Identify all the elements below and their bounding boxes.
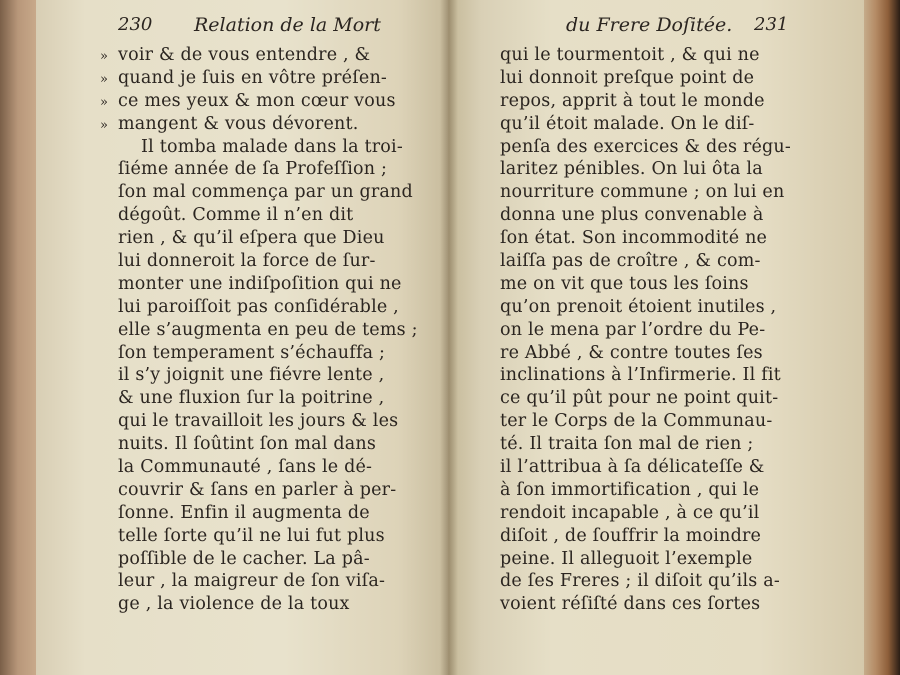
text-line: ce qu’il pût pour ne point quit- (500, 388, 779, 409)
line-text: elle s’augmenta en peu de tems ; (118, 319, 418, 340)
line-text: il s’y joignit une fiévre lente , (118, 365, 385, 386)
text-line (118, 570, 458, 593)
line-text: lui donneroit la force de ſur- (118, 251, 376, 272)
text-line (100, 113, 458, 136)
right-page-number: 231 (754, 14, 789, 35)
text-line (100, 67, 458, 90)
right-running-head: du Frere Doſitée. (566, 14, 733, 36)
quotation-mark: » (100, 117, 109, 133)
text-line: qui le tourmentoit , & qui ne (500, 45, 760, 65)
left-page (36, 0, 448, 675)
book-cover-edge (860, 0, 900, 675)
text-line: lui donnoit preſque point de (500, 67, 755, 88)
left-running-head: Relation de la Mort (194, 14, 381, 36)
text-line: repos, apprit à tout le monde (500, 90, 765, 111)
text-line (118, 548, 458, 571)
line-text: ge , la violence de la toux (118, 594, 350, 615)
text-line: de ſes Freres ; il diſoit qu’ils a- (500, 571, 780, 592)
line-text: leur , la maigreur de ſon viſa- (118, 571, 386, 592)
line-text: ſiéme année de ſa Profeſſion ; (118, 159, 388, 180)
text-line: laiſſa pas de croître , & com- (500, 251, 761, 272)
text-line (118, 502, 458, 525)
text-line (118, 273, 458, 296)
line-text: ſon mal commença par un grand (118, 182, 413, 203)
text-line: rendoit incapable , à ce qu’il (500, 502, 760, 523)
text-line: inclinations à l’Infirmerie. Il fit (500, 365, 781, 386)
text-line (118, 525, 458, 548)
text-line (118, 296, 458, 319)
line-text: ſon temperament s’échauffa ; (118, 342, 386, 363)
line-text: lui paroiſſoit pas conſidérable , (118, 296, 399, 317)
text-line: voient réſiſté dans ces ſortes (500, 594, 761, 615)
line-text: telle ſorte qu’il ne lui fut plus (118, 525, 385, 546)
line-text: quand je ſuis en vôtre préſen- (118, 67, 388, 88)
right-page (448, 0, 864, 675)
line-text: voir & de vous entendre , & (118, 45, 371, 65)
line-text: ſonne. Enfin il augmenta de (118, 502, 370, 523)
line-text: monter une indiſpoſition qui ne (118, 273, 402, 294)
text-line: ter le Corps de la Communau- (500, 411, 773, 432)
text-line (118, 456, 458, 479)
book-gutter (440, 0, 458, 675)
left-page-number: 230 (118, 14, 153, 35)
text-line (100, 44, 458, 67)
text-line (118, 387, 458, 410)
text-line: té. Il traita ſon mal de rien ; (500, 434, 754, 455)
line-text: dégoût. Comme il n’en dit (118, 205, 354, 226)
line-text: qui le travailloit les jours & les (118, 411, 399, 432)
text-line: donna une plus convenable à (500, 205, 764, 226)
text-line: à ſon immortification , qui le (500, 479, 760, 500)
text-line (118, 204, 458, 227)
line-text: mangent & vous dévorent. (118, 113, 359, 134)
quotation-mark: » (100, 71, 109, 87)
text-line: qu’il étoit malade. On le diſ- (500, 113, 755, 134)
text-line: laritez pénibles. On lui ôta la (500, 159, 763, 180)
text-line (118, 342, 458, 365)
text-line (118, 433, 458, 456)
right-text-block (500, 44, 836, 616)
text-line (118, 181, 458, 204)
text-line: il l’attribua à ſa délicateſſe & (500, 457, 765, 478)
text-line (118, 227, 458, 250)
line-text: & une fluxion ſur la poitrine , (118, 388, 385, 409)
text-line: me on vit que tous les ſoins (500, 273, 749, 294)
left-text-block (100, 44, 458, 616)
line-text: poſſible de le cacher. La pâ- (118, 548, 370, 569)
text-line (118, 250, 458, 273)
text-line: diſoit , de ſouffrir la moindre (500, 525, 762, 546)
quotation-mark: » (100, 49, 109, 64)
line-text: rien , & qu’il eſpera que Dieu (118, 228, 385, 249)
text-line: penſa des exercices & des régu- (500, 136, 792, 157)
text-line (118, 158, 458, 181)
text-line (118, 136, 458, 159)
quotation-mark: » (100, 94, 109, 110)
text-line: qu’on prenoit étoient inutiles , (500, 296, 777, 317)
line-text: nuits. Il ſoûtint ſon mal dans (118, 434, 377, 455)
text-line (118, 410, 458, 433)
text-line (100, 90, 458, 113)
text-line: peine. Il alleguoit l’exemple (500, 548, 753, 569)
text-line (118, 593, 458, 616)
line-text: ce mes yeux & mon cœur vous (118, 90, 396, 111)
line-text: Il tomba malade dans la troi- (118, 136, 403, 157)
line-text: la Communauté , ſans le dé- (118, 457, 373, 478)
text-line: on le mena par l’ordre du Pe- (500, 319, 766, 340)
text-line (118, 364, 458, 387)
text-line: nourriture commune ; on lui en (500, 182, 785, 203)
line-text: couvrir & ſans en parler à per- (118, 479, 397, 500)
text-line (118, 319, 458, 342)
text-line: ſon état. Son incommodité ne (500, 228, 768, 249)
text-line (118, 479, 458, 502)
text-line: re Abbé , & contre toutes ſes (500, 342, 763, 363)
